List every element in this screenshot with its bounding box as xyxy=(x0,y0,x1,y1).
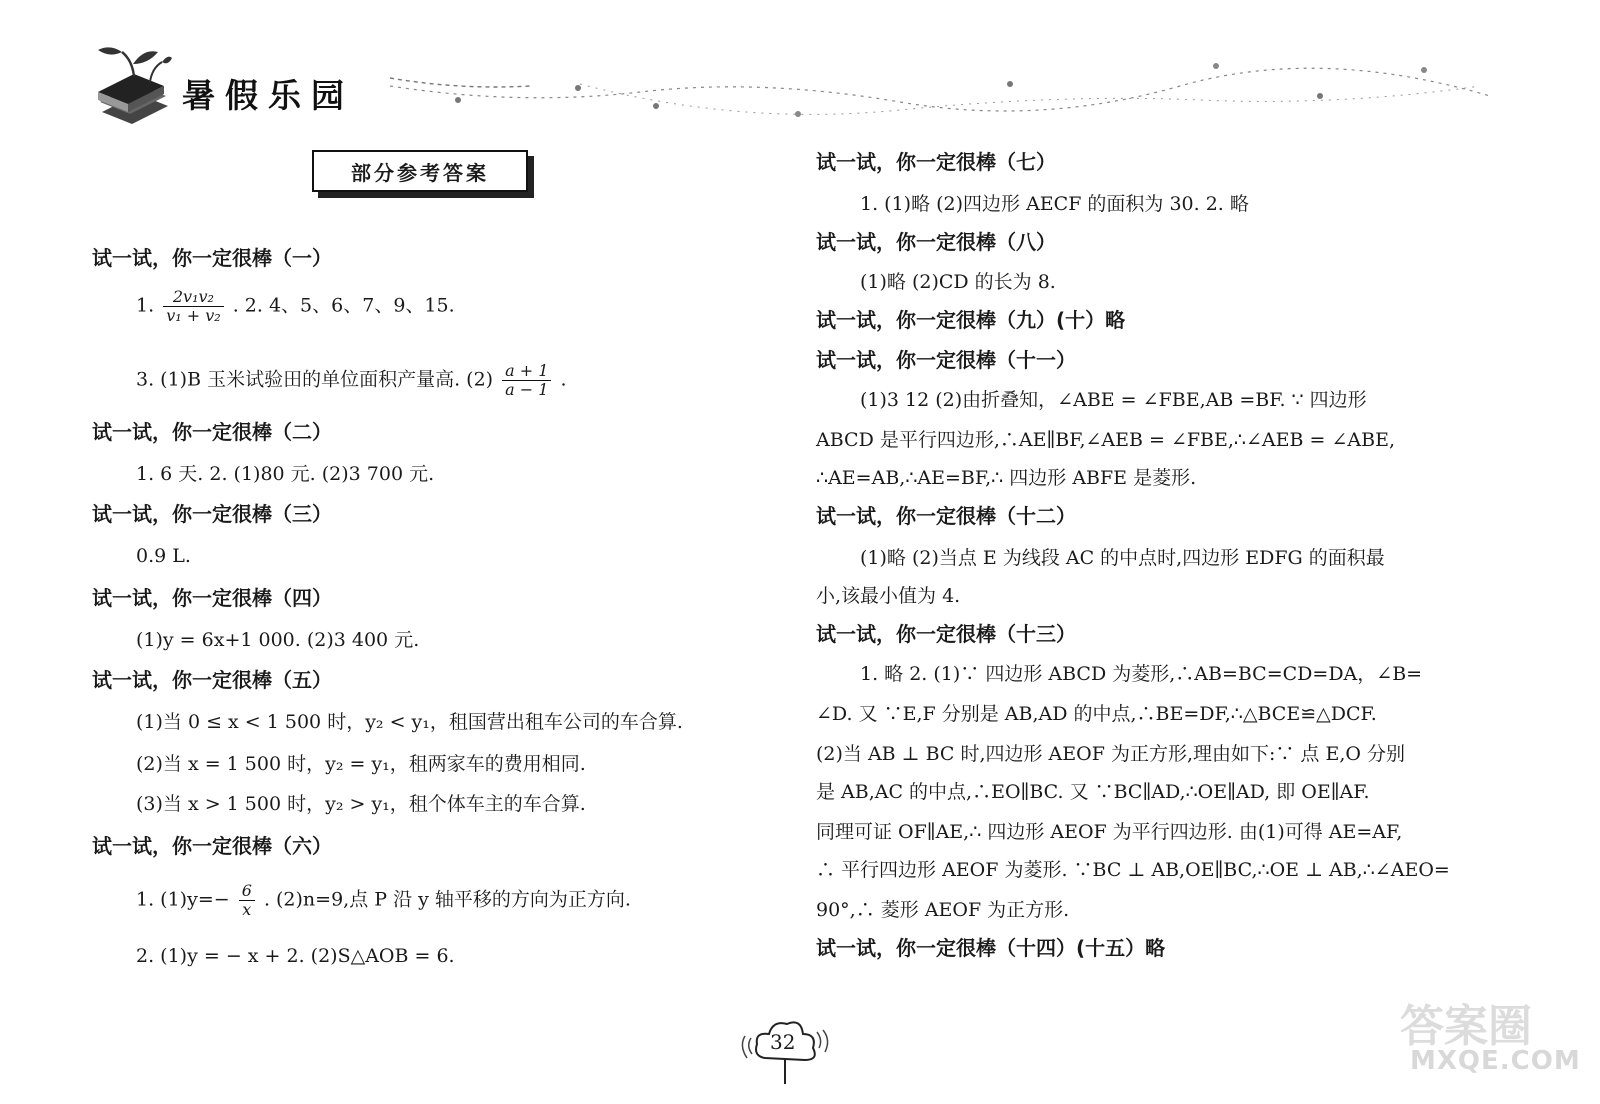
answer-13-line-2: ∠D. 又 ∵E,F 分别是 AB,AD 的中点,∴BE=DF,∴△BCE≌△DCF. xyxy=(816,703,1377,725)
answer-7: 1. (1)略 (2)四边形 AECF 的面积为 30. 2. 略 xyxy=(860,193,1249,215)
fraction-denominator: x xyxy=(242,900,252,919)
answer-2: 1. 6 天. 2. (1)80 元. (2)3 700 元. xyxy=(136,463,435,485)
fraction-velocity xyxy=(163,288,223,325)
heading-8: 试一试，你一定很棒（八） xyxy=(816,230,1056,254)
fraction-numerator: a + 1 xyxy=(502,362,551,381)
heading-5: 试一试，你一定很棒（五） xyxy=(92,668,332,692)
answer-6-line-1 xyxy=(136,882,631,919)
answer-prefix: 1. xyxy=(136,294,155,317)
heading-11: 试一试，你一定很棒（十一） xyxy=(816,348,1076,372)
heading-6: 试一试，你一定很棒（六） xyxy=(92,834,332,858)
answer-text: 1. (1)y=− xyxy=(136,888,230,911)
banner-label: 部分参考答案 xyxy=(351,160,489,185)
answer-13-line-7: 90°,∴ 菱形 AEOF 为正方形. xyxy=(816,899,1070,921)
fraction-a xyxy=(502,362,551,399)
watermark-url: MXQE.COM xyxy=(1410,1046,1581,1076)
answer-13-line-3: (2)当 AB ⊥ BC 时,四边形 AEOF 为正方形,理由如下:∵ 点 E,O 分别 xyxy=(816,743,1405,765)
fraction-numerator: 6 xyxy=(239,882,255,901)
answer-12-line-2: 小,该最小值为 4. xyxy=(816,585,961,607)
answer-11-line-3: ∴AE=AB,∴AE=BF,∴ 四边形 ABFE 是菱形. xyxy=(816,467,1197,489)
answers-section-banner xyxy=(312,150,528,192)
header-wave-decoration xyxy=(380,56,1500,126)
page-number: 32 xyxy=(770,1030,796,1054)
heading-2: 试一试，你一定很棒（二） xyxy=(92,420,332,444)
heading-9-10: 试一试，你一定很棒（九）(十）略 xyxy=(816,308,1126,332)
answer-1-line-1 xyxy=(136,288,455,325)
heading-1: 试一试，你一定很棒（一） xyxy=(92,246,332,270)
answer-text: 3. (1)B 玉米试验田的单位面积产量高. (2) xyxy=(136,368,494,391)
answer-5-line-3: (3)当 x > 1 500 时，y₂ > y₁，租个体车主的车合算. xyxy=(136,793,586,815)
heading-14-15: 试一试，你一定很棒（十四）(十五）略 xyxy=(816,936,1166,960)
heading-7: 试一试，你一定很棒（七） xyxy=(816,150,1056,174)
answer-11-line-1: (1)3 12 (2)由折叠知，∠ABE = ∠FBE,AB =BF. ∵ 四边形 xyxy=(860,389,1367,411)
fraction-inverse xyxy=(239,882,255,919)
answer-3: 0.9 L. xyxy=(136,545,191,567)
heading-13: 试一试，你一定很棒（十三） xyxy=(816,622,1076,646)
fraction-denominator: v₁ + v₂ xyxy=(166,306,221,325)
answer-text: . 2. 4、5、6、7、9、15. xyxy=(232,294,455,317)
answer-13-line-4: 是 AB,AC 的中点,∴EO∥BC. 又 ∵BC∥AD,∴OE∥AD, 即 OE∥AF. xyxy=(816,781,1370,803)
answer-1-line-2 xyxy=(136,362,567,399)
answer-4: (1)y = 6x+1 000. (2)3 400 元. xyxy=(136,629,420,651)
answer-5-line-1: (1)当 0 ≤ x < 1 500 时，y₂ < y₁，租国营出租车公司的车合算. xyxy=(136,711,683,733)
answer-12-line-1: (1)略 (2)当点 E 为线段 AC 的中点时,四边形 EDFG 的面积最 xyxy=(860,547,1385,569)
answer-text: . (2)n=9,点 P 沿 y 轴平移的方向为正方向. xyxy=(263,888,631,911)
heading-12: 试一试，你一定很棒（十二） xyxy=(816,504,1076,528)
answer-6-line-2: 2. (1)y = − x + 2. (2)S△AOB = 6. xyxy=(136,945,455,967)
answer-end: . xyxy=(560,368,567,391)
fraction-denominator: a − 1 xyxy=(505,380,549,399)
watermark-chinese: 答案圈 xyxy=(1400,1001,1532,1052)
heading-4: 试一试，你一定很棒（四） xyxy=(92,586,332,610)
answer-8: (1)略 (2)CD 的长为 8. xyxy=(860,271,1056,293)
page-header-title: 暑假乐园 xyxy=(182,76,354,115)
fraction-numerator: 2v₁v₂ xyxy=(163,288,223,307)
answer-5-line-2: (2)当 x = 1 500 时，y₂ = y₁，租两家车的费用相同. xyxy=(136,753,586,775)
heading-3: 试一试，你一定很棒（三） xyxy=(92,502,332,526)
answer-13-line-6: ∴ 平行四边形 AEOF 为菱形. ∵BC ⊥ AB,OE∥BC,∴OE ⊥ AB,∴∠AEO= xyxy=(816,859,1450,881)
books-plant-logo-icon xyxy=(92,42,172,126)
answer-13-line-1: 1. 略 2. (1)∵ 四边形 ABCD 为菱形,∴AB=BC=CD=DA，∠B= xyxy=(860,663,1423,685)
answer-11-line-2: ABCD 是平行四边形,∴AE∥BF,∠AEB = ∠FBE,∴∠AEB = ∠ABE, xyxy=(816,429,1395,451)
answer-13-line-5: 同理可证 OF∥AE,∴ 四边形 AEOF 为平行四边形. 由(1)可得 AE=AF, xyxy=(816,821,1403,843)
